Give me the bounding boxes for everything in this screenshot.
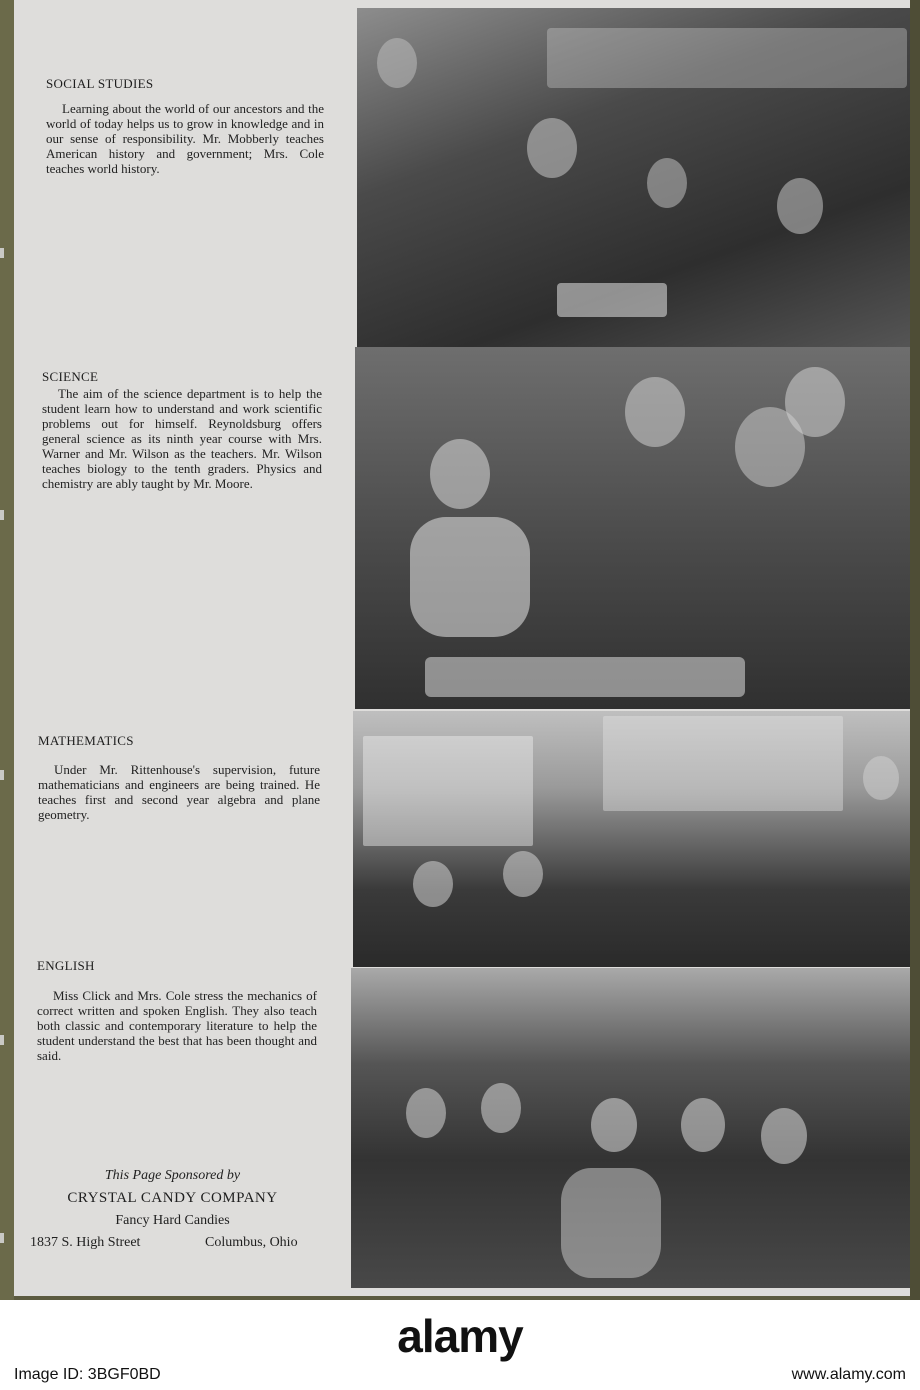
- alamy-logo: alamy: [397, 1310, 523, 1362]
- binding-mark: [0, 510, 4, 520]
- section-body-science: The aim of the science department is to help the student learn how to understand and work scientific problems out for himself. Reynoldsburg offers general science as its ninth year course with Mrs. Warner and Mr. Wilson as the teachers. Mr. Wilson teaches biology to the tenth graders. Physics and chemistry are ably taught by Mr. Moore.: [42, 386, 322, 491]
- binding-mark: [0, 1233, 4, 1243]
- binding-mark: [0, 770, 4, 780]
- photo-mathematics-class: [353, 711, 910, 967]
- site-url: www.alamy.com: [791, 1366, 906, 1383]
- binding-mark: [0, 248, 4, 258]
- section-heading-science: SCIENCE: [42, 369, 99, 384]
- sponsor-intro: This Page Sponsored by: [104, 1168, 241, 1183]
- section-body-mathematics: Under Mr. Rittenhouse's supervision, future mathematicians and engineers are being trained. He teaches first and second year algebra and plane geometry.: [38, 762, 320, 822]
- page-edge: [910, 0, 920, 1300]
- section-heading-english: ENGLISH: [37, 958, 95, 973]
- photo-english-class: [351, 968, 910, 1288]
- sponsor-city: Columbus, Ohio: [205, 1235, 298, 1250]
- page-spine: [0, 0, 14, 1300]
- photo-social-studies-class: [357, 8, 910, 348]
- section-body-english: Miss Click and Mrs. Cole stress the mechanics of correct written and spoken English. They also teach both classic and contemporary literature to help the student understand the best that has been thought and said.: [37, 988, 317, 1063]
- photo-science-lab: [355, 347, 910, 709]
- sponsor-address: 1837 S. High Street: [30, 1235, 141, 1250]
- sponsor-tagline: Fancy Hard Candies: [115, 1213, 230, 1228]
- sponsor-company: CRYSTAL CANDY COMPANY: [67, 1190, 278, 1206]
- image-id-label: Image ID: 3BGF0BD: [14, 1366, 161, 1383]
- binding-mark: [0, 1035, 4, 1045]
- section-body-social-studies: Learning about the world of our ancestors and the world of today helps us to grow in knowledge and in our sense of responsibility. Mr. Mobberly teaches American history and government; Mrs. Cole teaches world history.: [46, 101, 324, 176]
- section-heading-mathematics: MATHEMATICS: [38, 733, 134, 748]
- section-heading-social-studies: SOCIAL STUDIES: [46, 76, 154, 91]
